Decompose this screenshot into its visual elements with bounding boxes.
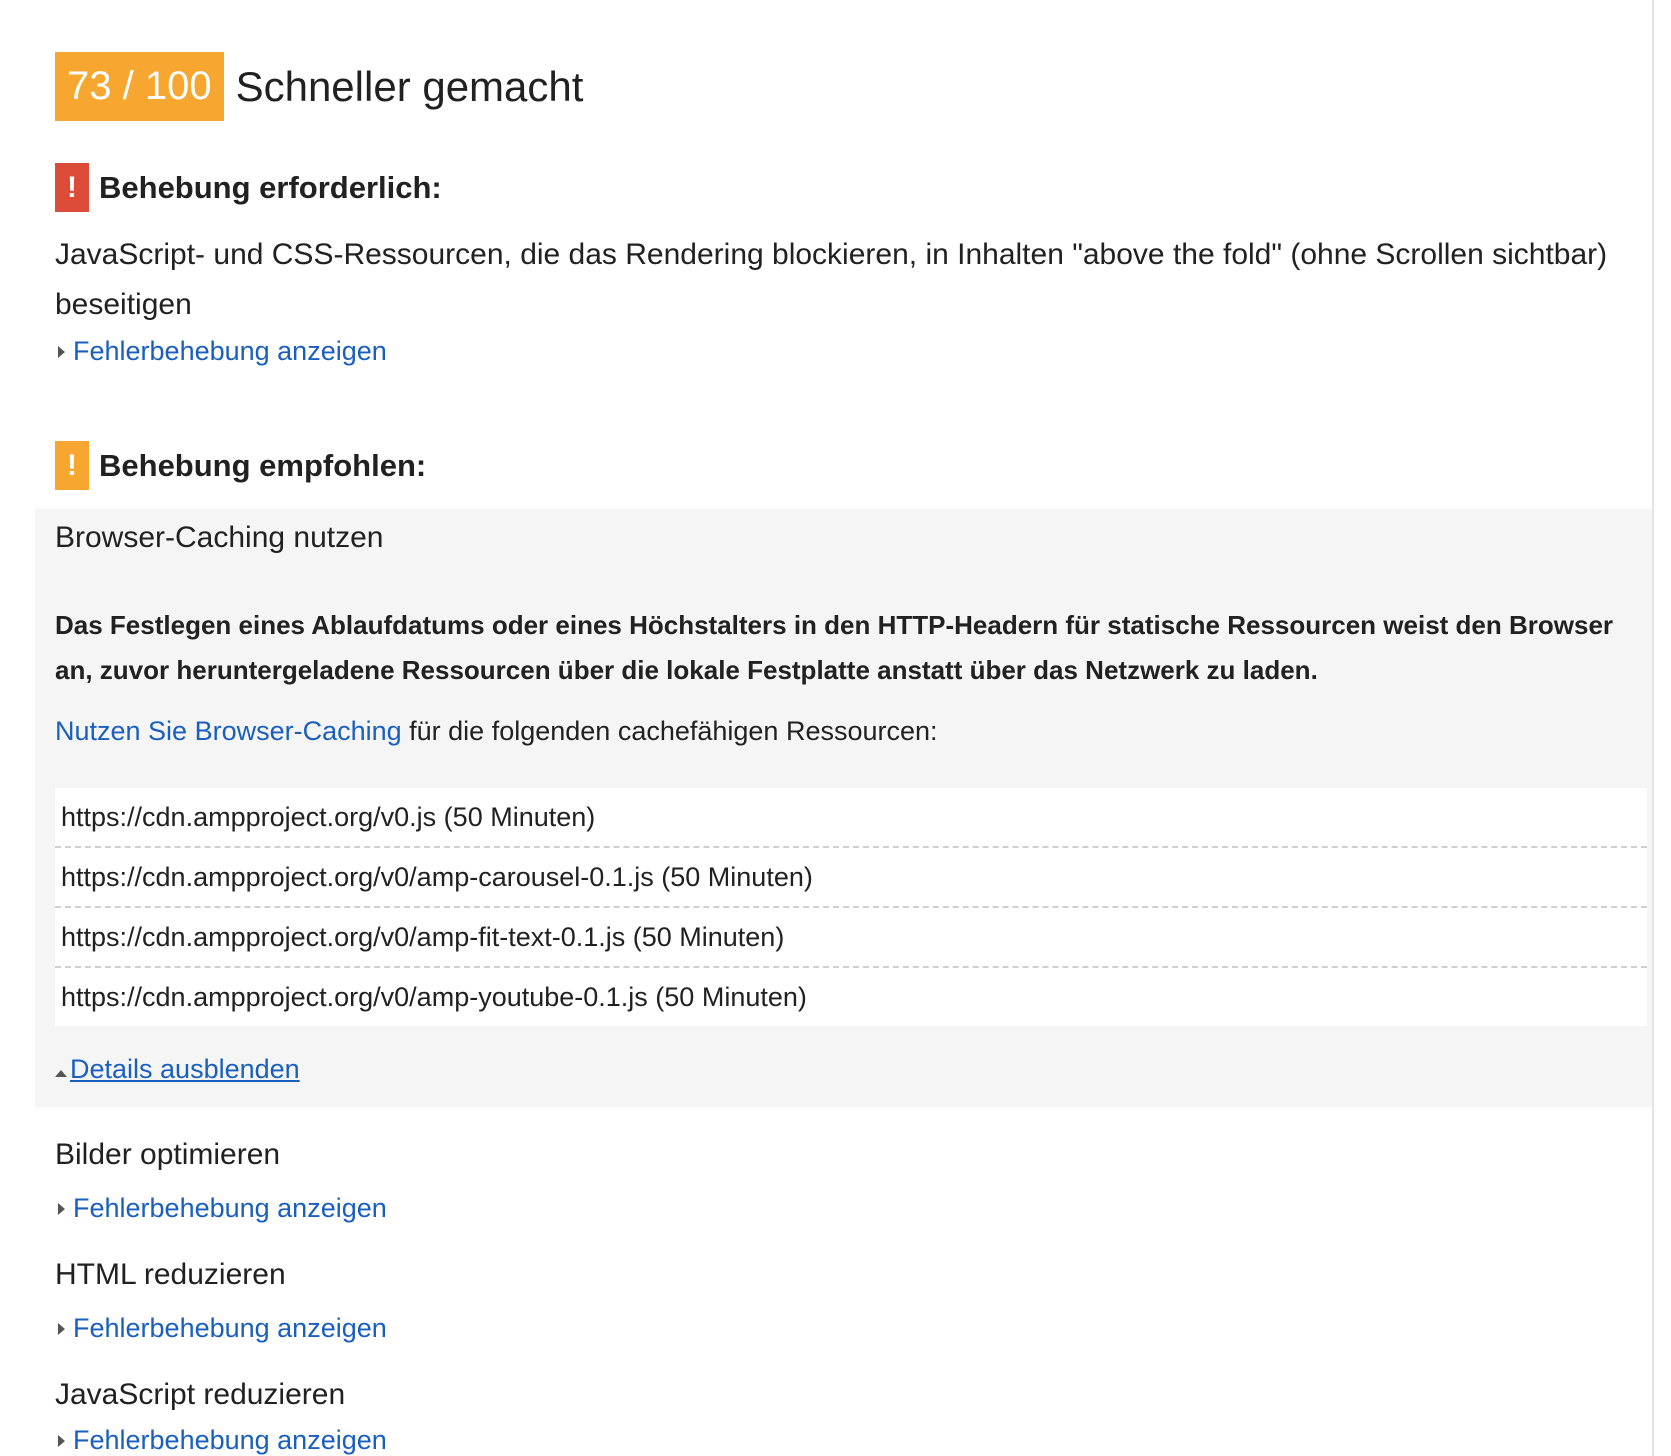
alert-red-icon: !: [55, 163, 89, 212]
recommended-heading: Behebung empfohlen:: [99, 447, 427, 483]
page-right-border: [1652, 0, 1654, 1456]
expand-arrow-icon: [58, 1203, 65, 1215]
resource-row: https://cdn.ampproject.org/v0/amp-youtube-0.1.js (50 Minuten): [61, 982, 807, 1012]
hide-details-toggle[interactable]: [55, 1054, 300, 1085]
instruction-suffix: für die folgenden cachefähigen Ressourcen:: [401, 716, 938, 746]
rule-title-html: HTML reduzieren: [55, 1258, 286, 1291]
rule-title-bilder: Bilder optimieren: [55, 1138, 281, 1171]
expand-arrow-icon: [58, 1323, 65, 1335]
score-header: [55, 52, 583, 121]
score-badge: 73 / 100: [55, 52, 224, 121]
score-title: Schneller gemacht: [235, 62, 584, 110]
resource-row: https://cdn.ampproject.org/v0/amp-carousel-0.1.js (50 Minuten): [55, 848, 1647, 908]
alert-orange-icon: !: [55, 441, 89, 490]
required-rule-title: JavaScript- und CSS-Ressourcen, die das Rendering blockieren, in Inhalten "above the fold" (ohne Scrollen sichtbar) beseitigen: [55, 238, 1608, 321]
required-show-fix-toggle[interactable]: [58, 336, 387, 367]
toggle-label: Fehlerbehebung anzeigen: [73, 1313, 387, 1343]
resource-row: https://cdn.ampproject.org/v0.js (50 Minuten): [55, 788, 1647, 848]
rule-description: Das Festlegen eines Ablaufdatums oder eines Höchstalters in den HTTP-Headern für statische Ressourcen weist den Browser an, zuvor heruntergeladene Ressourcen über die lokale Festplatte anstatt über das Netzwerk zu laden.: [55, 610, 1614, 685]
rule-title-javascript: JavaScript reduzieren: [55, 1378, 346, 1411]
browser-caching-panel: [35, 509, 1652, 1107]
hide-details-label: Details ausblenden: [70, 1054, 300, 1084]
required-heading: Behebung erforderlich:: [99, 169, 442, 205]
html-show-fix-toggle[interactable]: [58, 1313, 387, 1344]
rule-instruction: [55, 716, 938, 747]
toggle-label: Fehlerbehebung anzeigen: [73, 1193, 387, 1223]
resource-list: [55, 788, 1647, 1026]
collapse-arrow-icon: [55, 1070, 67, 1077]
browser-caching-link[interactable]: Nutzen Sie Browser-Caching: [55, 716, 402, 746]
rule-title: Browser-Caching nutzen: [55, 521, 384, 554]
recommended-section-header: [55, 441, 426, 490]
javascript-show-fix-toggle[interactable]: [58, 1425, 387, 1456]
resource-row: https://cdn.ampproject.org/v0/amp-fit-text-0.1.js (50 Minuten): [55, 908, 1647, 968]
toggle-label: Fehlerbehebung anzeigen: [73, 1425, 387, 1455]
expand-arrow-icon: [58, 1435, 65, 1447]
required-section-header: [55, 163, 442, 212]
toggle-label: Fehlerbehebung anzeigen: [73, 336, 387, 366]
bilder-show-fix-toggle[interactable]: [58, 1193, 387, 1224]
expand-arrow-icon: [58, 346, 65, 358]
